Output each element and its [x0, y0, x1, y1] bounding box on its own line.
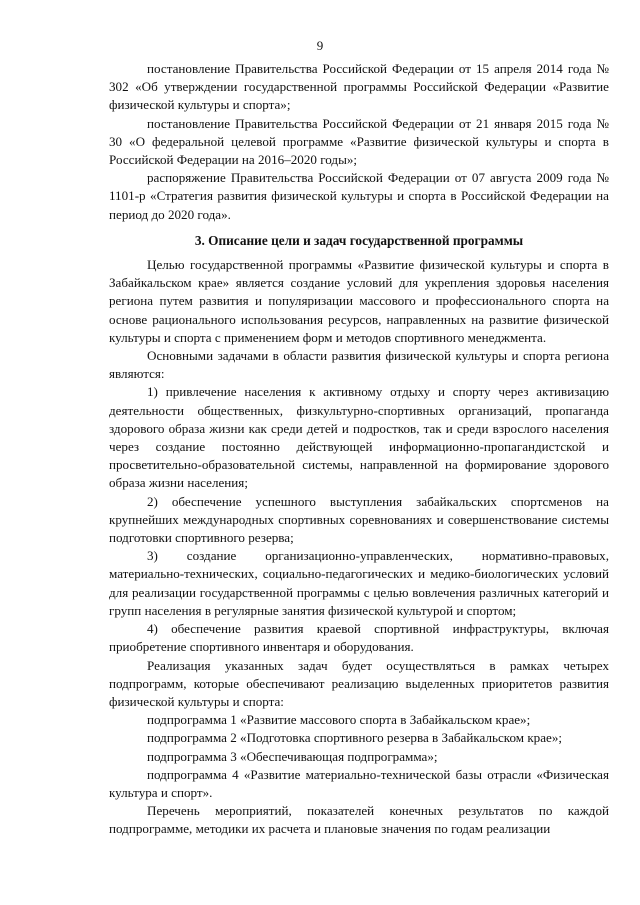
paragraph-main-tasks-intro: Основными задачами в области развития физической культуры и спорта региона являются: [109, 348, 609, 382]
list-item-subprogram-2: подпрограмма 2 «Подготовка спортивного резерва в Забайкальском крае»; [147, 730, 563, 746]
paragraph-subprograms-intro: Реализация указанных задач будет осуществляться в рамках четырех подпрограмм, которые обеспечивают реализацию выделенных приоритетов развития физической культуры и спорта: [109, 657, 609, 709]
list-item-task-4: 4) обеспечение развития краевой спортивной инфраструктуры, включая приобретение спортивного инвентаря и оборудования. [109, 621, 609, 655]
page-number: 9 [316, 38, 324, 53]
paragraph-program-goal: Целью государственной программы «Развитие физической культуры и спорта в Забайкальском крае» является создание условий для укрепления здоровья населения региона путем развития и популяризации массового и профессионального спорта на основе рационального использования ресурсов, направленных на развитие физической культуры и спорта с применением форм и методов спортивного менеджмента. [109, 257, 609, 345]
list-item-subprogram-3: подпрограмма 3 «Обеспечивающая подпрограмма»; [147, 748, 438, 764]
paragraph-resolution-302: постановление Правительства Российской Федерации от 15 апреля 2014 года № 302 «Об утверждении государственной программы Российской Федерации «Развитие физической культуры и спорта»; [109, 61, 609, 113]
paragraph-order-1101r: распоряжение Правительства Российской Федерации от 07 августа 2009 года № 1101-р «Стратегия развития физической культуры и спорта в Российской Федерации на период до 2020 года». [109, 170, 609, 222]
list-item-subprogram-4: подпрограмма 4 «Развитие материально-технической базы отрасли «Физическая культура и спорт». [109, 766, 609, 800]
paragraph-resolution-30: постановление Правительства Российской Федерации от 21 января 2015 года № 30 «О федеральной целевой программе «Развитие физической культуры и спорта в Российской Федерации на 2016–2020 годы»; [109, 115, 609, 168]
paragraph-measures-list: Перечень мероприятий, показателей конечных результатов по каждой подпрограмме, методики их расчета и плановые значения по годам реализации [109, 803, 609, 837]
list-item-task-2: 2) обеспечение успешного выступления забайкальских спортсменов на крупнейших международных спортивных соревнованиях и совершенствование системы подготовки спортивного резерва; [109, 493, 609, 546]
list-item-subprogram-1: подпрограмма 1 «Развитие массового спорта в Забайкальском крае»; [147, 712, 531, 728]
document-body [109, 60, 609, 839]
section-heading: 3. Описание цели и задач государственной программы [194, 232, 524, 248]
list-item-task-1: 1) привлечение населения к активному отдыху и спорту через активизацию деятельности общественных, физкультурно-спортивных организаций, пропаганда здорового образа жизни как среди детей и подростков, так и среди взрослого населения через создание постоянно действующей информационно-пропагандистской и просветительно-образовательной системы, направленной на формирование здорового образа жизни населения; [109, 384, 609, 491]
list-item-task-3: 3) создание организационно-управленческих, нормативно-правовых, материально-технических, социально-педагогических и медико-биологических условий для реализации государственной программы с целью вовлечения различных категорий и групп населения в регулярные занятия физической культурой и спортом; [109, 548, 609, 618]
